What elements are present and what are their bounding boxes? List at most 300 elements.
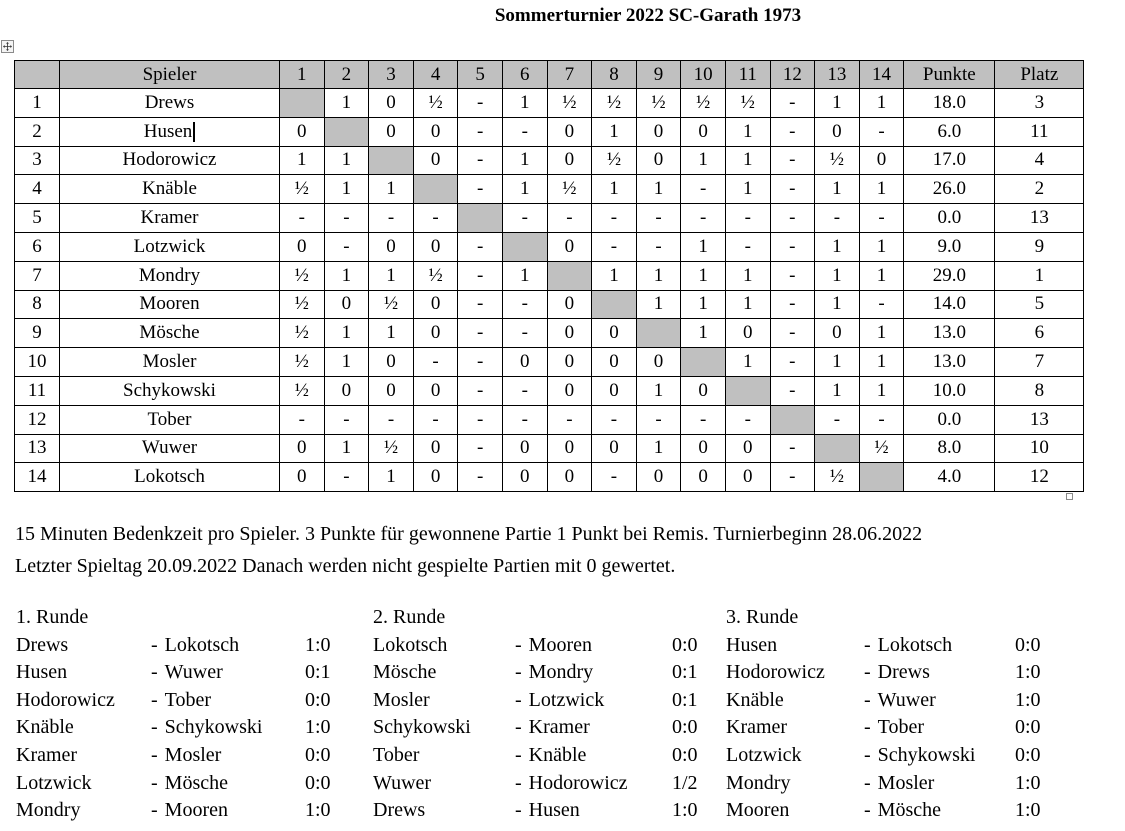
diagonal-cell[interactable] xyxy=(547,261,592,290)
points-cell[interactable]: 9.0 xyxy=(904,232,995,261)
result-cell[interactable]: ½ xyxy=(280,261,325,290)
pairing-row[interactable] xyxy=(726,770,1067,798)
result-cell[interactable]: 0 xyxy=(681,376,726,405)
row-number-cell[interactable]: 10 xyxy=(15,348,60,377)
pairing-row[interactable] xyxy=(373,797,724,825)
column-header-6[interactable]: 6 xyxy=(502,61,547,89)
result-cell[interactable]: - xyxy=(458,376,503,405)
points-cell[interactable]: 0.0 xyxy=(904,204,995,233)
result-cell[interactable]: 0 xyxy=(725,434,770,463)
result-cell[interactable]: - xyxy=(681,405,726,434)
result-cell[interactable]: 1 xyxy=(815,175,860,204)
result-cell[interactable]: 1 xyxy=(324,261,369,290)
result-cell[interactable]: 0 xyxy=(636,117,681,146)
result-cell[interactable]: - xyxy=(369,405,414,434)
result-cell[interactable]: 1 xyxy=(324,89,369,118)
place-cell[interactable]: 13 xyxy=(995,405,1084,434)
result-cell[interactable]: - xyxy=(592,204,637,233)
result-cell[interactable]: - xyxy=(458,117,503,146)
pairing-row[interactable] xyxy=(373,714,724,742)
column-header-2[interactable]: 2 xyxy=(324,61,369,89)
row-number-cell[interactable]: 6 xyxy=(15,232,60,261)
result-cell[interactable]: ½ xyxy=(592,89,637,118)
points-cell[interactable]: 0.0 xyxy=(904,405,995,434)
result-cell[interactable]: - xyxy=(859,117,904,146)
result-cell[interactable]: ½ xyxy=(413,89,458,118)
notes-line-2[interactable]: Letzter Spieltag 20.09.2022 Danach werden nicht gespielte Partien mit 0 gewertet. xyxy=(15,555,676,577)
place-cell[interactable]: 5 xyxy=(995,290,1084,319)
result-cell[interactable]: 0 xyxy=(636,348,681,377)
result-cell[interactable]: - xyxy=(725,204,770,233)
player-name-cell[interactable]: Knäble xyxy=(60,175,280,204)
column-header-Punkte[interactable]: Punkte xyxy=(904,61,995,89)
result-cell[interactable]: - xyxy=(725,232,770,261)
player-name-cell[interactable]: Kramer xyxy=(60,204,280,233)
result-cell[interactable]: 0 xyxy=(369,348,414,377)
result-cell[interactable]: 0 xyxy=(413,376,458,405)
result-cell[interactable]: 0 xyxy=(547,434,592,463)
row-number-cell[interactable]: 3 xyxy=(15,146,60,175)
result-cell[interactable]: ½ xyxy=(369,290,414,319)
result-cell[interactable]: - xyxy=(592,405,637,434)
result-cell[interactable]: 0 xyxy=(592,376,637,405)
row-number-cell[interactable]: 2 xyxy=(15,117,60,146)
result-cell[interactable]: - xyxy=(458,348,503,377)
result-cell[interactable]: 0 xyxy=(369,89,414,118)
result-cell[interactable]: 0 xyxy=(592,434,637,463)
result-cell[interactable]: ½ xyxy=(280,319,325,348)
result-cell[interactable]: - xyxy=(770,89,815,118)
place-cell[interactable]: 13 xyxy=(995,204,1084,233)
result-cell[interactable]: - xyxy=(770,232,815,261)
result-cell[interactable]: 1 xyxy=(280,146,325,175)
diagonal-cell[interactable] xyxy=(413,175,458,204)
result-cell[interactable]: 1 xyxy=(369,261,414,290)
result-cell[interactable]: 0 xyxy=(369,117,414,146)
result-cell[interactable]: - xyxy=(859,405,904,434)
result-cell[interactable]: 0 xyxy=(280,232,325,261)
place-cell[interactable]: 7 xyxy=(995,348,1084,377)
result-cell[interactable]: - xyxy=(502,117,547,146)
pairing-row[interactable] xyxy=(726,797,1067,825)
points-cell[interactable]: 14.0 xyxy=(904,290,995,319)
result-cell[interactable]: - xyxy=(413,204,458,233)
result-cell[interactable]: 1 xyxy=(725,290,770,319)
result-cell[interactable]: 0 xyxy=(413,146,458,175)
pairing-row[interactable] xyxy=(16,687,357,715)
player-name-cell[interactable]: Husen xyxy=(60,117,280,146)
column-header-4[interactable]: 4 xyxy=(413,61,458,89)
result-cell[interactable]: - xyxy=(725,405,770,434)
result-cell[interactable]: - xyxy=(770,146,815,175)
result-cell[interactable]: 1 xyxy=(636,290,681,319)
result-cell[interactable]: 1 xyxy=(636,376,681,405)
result-cell[interactable]: 1 xyxy=(502,175,547,204)
result-cell[interactable]: ½ xyxy=(280,290,325,319)
result-cell[interactable]: 0 xyxy=(280,117,325,146)
result-cell[interactable]: 0 xyxy=(547,348,592,377)
round-title[interactable]: 2. Runde xyxy=(373,606,446,628)
result-cell[interactable]: - xyxy=(681,204,726,233)
points-cell[interactable]: 13.0 xyxy=(904,319,995,348)
result-cell[interactable]: 1 xyxy=(369,175,414,204)
result-cell[interactable]: 0 xyxy=(280,463,325,492)
row-number-cell[interactable]: 11 xyxy=(15,376,60,405)
result-cell[interactable]: - xyxy=(636,204,681,233)
result-cell[interactable]: 0 xyxy=(725,463,770,492)
result-cell[interactable]: - xyxy=(280,204,325,233)
result-cell[interactable]: - xyxy=(502,376,547,405)
player-name-cell[interactable]: Tober xyxy=(60,405,280,434)
result-cell[interactable]: 1 xyxy=(592,261,637,290)
diagonal-cell[interactable] xyxy=(502,232,547,261)
result-cell[interactable]: - xyxy=(413,405,458,434)
result-cell[interactable]: 1 xyxy=(859,348,904,377)
player-name-cell[interactable]: Mosler xyxy=(60,348,280,377)
result-cell[interactable]: - xyxy=(547,405,592,434)
place-cell[interactable]: 10 xyxy=(995,434,1084,463)
result-cell[interactable]: 1 xyxy=(815,348,860,377)
result-cell[interactable]: 1 xyxy=(681,290,726,319)
place-cell[interactable]: 12 xyxy=(995,463,1084,492)
column-header-Platz[interactable]: Platz xyxy=(995,61,1084,89)
result-cell[interactable]: 1 xyxy=(859,89,904,118)
result-cell[interactable]: 1 xyxy=(636,434,681,463)
result-cell[interactable]: 1 xyxy=(324,348,369,377)
result-cell[interactable]: 0 xyxy=(502,348,547,377)
result-cell[interactable]: - xyxy=(502,204,547,233)
pairing-row[interactable] xyxy=(373,770,724,798)
result-cell[interactable]: 1 xyxy=(681,232,726,261)
points-cell[interactable]: 8.0 xyxy=(904,434,995,463)
result-cell[interactable]: - xyxy=(502,319,547,348)
result-cell[interactable]: - xyxy=(458,261,503,290)
result-cell[interactable]: ½ xyxy=(280,175,325,204)
result-cell[interactable]: 1 xyxy=(725,146,770,175)
pairing-row[interactable] xyxy=(726,632,1067,660)
result-cell[interactable]: 1 xyxy=(502,89,547,118)
place-cell[interactable]: 9 xyxy=(995,232,1084,261)
result-cell[interactable]: 0 xyxy=(547,376,592,405)
pairing-row[interactable] xyxy=(16,770,357,798)
points-cell[interactable]: 26.0 xyxy=(904,175,995,204)
result-cell[interactable]: 1 xyxy=(859,232,904,261)
result-cell[interactable]: 1 xyxy=(681,146,726,175)
notes-line-1[interactable]: 15 Minuten Bedenkzeit pro Spieler. 3 Punkte für gewonnene Partie 1 Punkt bei Remis. Turnierbeginn 28.06.2022 xyxy=(15,523,923,545)
result-cell[interactable]: 1 xyxy=(725,348,770,377)
row-number-cell[interactable]: 9 xyxy=(15,319,60,348)
place-cell[interactable]: 11 xyxy=(995,117,1084,146)
page-title[interactable]: Sommerturnier 2022 SC-Garath 1973 xyxy=(494,5,802,26)
result-cell[interactable]: ½ xyxy=(280,348,325,377)
result-cell[interactable]: 0 xyxy=(280,434,325,463)
row-number-cell[interactable]: 13 xyxy=(15,434,60,463)
result-cell[interactable]: 0 xyxy=(815,117,860,146)
pairing-row[interactable] xyxy=(16,632,357,660)
result-cell[interactable]: 0 xyxy=(547,117,592,146)
row-number-cell[interactable]: 5 xyxy=(15,204,60,233)
diagonal-cell[interactable] xyxy=(815,434,860,463)
result-cell[interactable]: 1 xyxy=(369,319,414,348)
result-cell[interactable]: 1 xyxy=(725,117,770,146)
result-cell[interactable]: - xyxy=(324,204,369,233)
points-cell[interactable]: 10.0 xyxy=(904,376,995,405)
player-name-cell[interactable]: Mösche xyxy=(60,319,280,348)
row-number-cell[interactable]: 12 xyxy=(15,405,60,434)
result-cell[interactable]: 0 xyxy=(725,319,770,348)
result-cell[interactable]: 0 xyxy=(324,376,369,405)
result-cell[interactable]: ½ xyxy=(859,434,904,463)
pairing-row[interactable] xyxy=(373,659,724,687)
diagonal-cell[interactable] xyxy=(280,89,325,118)
pairing-row[interactable] xyxy=(726,742,1067,770)
result-cell[interactable]: ½ xyxy=(592,146,637,175)
result-cell[interactable]: - xyxy=(770,463,815,492)
result-cell[interactable]: - xyxy=(592,463,637,492)
player-name-cell[interactable]: Wuwer xyxy=(60,434,280,463)
result-cell[interactable]: 0 xyxy=(592,348,637,377)
result-cell[interactable]: - xyxy=(324,463,369,492)
result-cell[interactable]: - xyxy=(458,175,503,204)
result-cell[interactable]: 0 xyxy=(369,232,414,261)
points-cell[interactable]: 4.0 xyxy=(904,463,995,492)
result-cell[interactable]: 0 xyxy=(547,463,592,492)
row-number-cell[interactable]: 7 xyxy=(15,261,60,290)
result-cell[interactable]: ½ xyxy=(547,175,592,204)
result-cell[interactable]: 1 xyxy=(815,376,860,405)
result-cell[interactable]: - xyxy=(458,405,503,434)
result-cell[interactable]: ½ xyxy=(815,463,860,492)
result-cell[interactable]: - xyxy=(859,290,904,319)
result-cell[interactable]: 1 xyxy=(369,463,414,492)
place-cell[interactable]: 8 xyxy=(995,376,1084,405)
result-cell[interactable]: 0 xyxy=(681,463,726,492)
pairing-row[interactable] xyxy=(16,797,357,825)
result-cell[interactable]: - xyxy=(458,146,503,175)
result-cell[interactable]: 1 xyxy=(859,261,904,290)
place-cell[interactable]: 2 xyxy=(995,175,1084,204)
result-cell[interactable]: 0 xyxy=(681,434,726,463)
result-cell[interactable]: 0 xyxy=(547,146,592,175)
result-cell[interactable]: ½ xyxy=(681,89,726,118)
points-cell[interactable]: 6.0 xyxy=(904,117,995,146)
table-move-handle[interactable] xyxy=(1,40,14,53)
column-header-blank[interactable] xyxy=(15,61,60,89)
result-cell[interactable]: - xyxy=(458,290,503,319)
pairing-row[interactable] xyxy=(373,632,724,660)
column-header-3[interactable]: 3 xyxy=(369,61,414,89)
diagonal-cell[interactable] xyxy=(681,348,726,377)
result-cell[interactable]: - xyxy=(458,434,503,463)
result-cell[interactable]: 0 xyxy=(413,319,458,348)
result-cell[interactable]: - xyxy=(324,232,369,261)
column-header-7[interactable]: 7 xyxy=(547,61,592,89)
result-cell[interactable]: 0 xyxy=(592,319,637,348)
round-title[interactable]: 1. Runde xyxy=(16,606,89,628)
diagonal-cell[interactable] xyxy=(458,204,503,233)
result-cell[interactable]: 0 xyxy=(681,117,726,146)
result-cell[interactable]: 1 xyxy=(592,117,637,146)
result-cell[interactable]: 1 xyxy=(859,175,904,204)
diagonal-cell[interactable] xyxy=(592,290,637,319)
result-cell[interactable]: 1 xyxy=(815,290,860,319)
result-cell[interactable]: - xyxy=(815,405,860,434)
pairing-row[interactable] xyxy=(16,714,357,742)
result-cell[interactable]: ½ xyxy=(636,89,681,118)
column-header-9[interactable]: 9 xyxy=(636,61,681,89)
result-cell[interactable]: - xyxy=(502,290,547,319)
result-cell[interactable]: ½ xyxy=(725,89,770,118)
result-cell[interactable]: - xyxy=(324,405,369,434)
points-cell[interactable]: 29.0 xyxy=(904,261,995,290)
player-name-cell[interactable]: Drews xyxy=(60,89,280,118)
result-cell[interactable]: 1 xyxy=(725,261,770,290)
column-header-10[interactable]: 10 xyxy=(681,61,726,89)
result-cell[interactable]: 1 xyxy=(592,175,637,204)
result-cell[interactable]: - xyxy=(770,434,815,463)
result-cell[interactable]: 1 xyxy=(636,261,681,290)
result-cell[interactable]: - xyxy=(369,204,414,233)
points-cell[interactable]: 13.0 xyxy=(904,348,995,377)
result-cell[interactable]: 0 xyxy=(502,434,547,463)
column-header-13[interactable]: 13 xyxy=(815,61,860,89)
result-cell[interactable]: 1 xyxy=(502,261,547,290)
diagonal-cell[interactable] xyxy=(725,376,770,405)
result-cell[interactable]: 0 xyxy=(636,463,681,492)
result-cell[interactable]: 1 xyxy=(815,89,860,118)
column-header-11[interactable]: 11 xyxy=(725,61,770,89)
result-cell[interactable]: - xyxy=(592,232,637,261)
result-cell[interactable]: 0 xyxy=(324,290,369,319)
result-cell[interactable]: 1 xyxy=(324,146,369,175)
result-cell[interactable]: - xyxy=(815,204,860,233)
result-cell[interactable]: - xyxy=(770,204,815,233)
pairing-row[interactable] xyxy=(16,659,357,687)
result-cell[interactable]: 1 xyxy=(815,261,860,290)
result-cell[interactable]: - xyxy=(770,117,815,146)
result-cell[interactable]: 1 xyxy=(859,319,904,348)
result-cell[interactable]: 0 xyxy=(547,319,592,348)
player-name-cell[interactable]: Lotzwick xyxy=(60,232,280,261)
result-cell[interactable]: ½ xyxy=(280,376,325,405)
result-cell[interactable]: 0 xyxy=(413,117,458,146)
result-cell[interactable]: 0 xyxy=(413,463,458,492)
table-resize-handle[interactable] xyxy=(1066,493,1073,500)
result-cell[interactable]: - xyxy=(413,348,458,377)
result-cell[interactable]: 0 xyxy=(502,463,547,492)
result-cell[interactable]: 1 xyxy=(324,175,369,204)
result-cell[interactable]: - xyxy=(770,348,815,377)
player-name-cell[interactable]: Schykowski xyxy=(60,376,280,405)
result-cell[interactable]: 1 xyxy=(859,376,904,405)
pairing-row[interactable] xyxy=(726,687,1067,715)
result-cell[interactable]: - xyxy=(636,405,681,434)
result-cell[interactable]: - xyxy=(458,463,503,492)
result-cell[interactable]: ½ xyxy=(547,89,592,118)
row-number-cell[interactable]: 4 xyxy=(15,175,60,204)
column-header-8[interactable]: 8 xyxy=(592,61,637,89)
result-cell[interactable]: 0 xyxy=(413,434,458,463)
result-cell[interactable]: 1 xyxy=(324,319,369,348)
result-cell[interactable]: 0 xyxy=(413,232,458,261)
result-cell[interactable]: - xyxy=(770,175,815,204)
row-number-cell[interactable]: 14 xyxy=(15,463,60,492)
result-cell[interactable]: - xyxy=(636,232,681,261)
result-cell[interactable]: - xyxy=(458,319,503,348)
player-name-cell[interactable]: Mooren xyxy=(60,290,280,319)
diagonal-cell[interactable] xyxy=(859,463,904,492)
player-name-cell[interactable]: Hodorowicz xyxy=(60,146,280,175)
result-cell[interactable]: - xyxy=(770,376,815,405)
result-cell[interactable]: 0 xyxy=(636,146,681,175)
column-header-Spieler[interactable]: Spieler xyxy=(60,61,280,89)
result-cell[interactable]: - xyxy=(770,319,815,348)
pairing-row[interactable] xyxy=(16,742,357,770)
result-cell[interactable]: ½ xyxy=(369,434,414,463)
result-cell[interactable]: - xyxy=(859,204,904,233)
result-cell[interactable]: - xyxy=(681,175,726,204)
result-cell[interactable]: - xyxy=(458,232,503,261)
result-cell[interactable]: 0 xyxy=(859,146,904,175)
place-cell[interactable]: 6 xyxy=(995,319,1084,348)
result-cell[interactable]: - xyxy=(280,405,325,434)
result-cell[interactable]: 1 xyxy=(636,175,681,204)
result-cell[interactable]: 0 xyxy=(815,319,860,348)
result-cell[interactable]: - xyxy=(502,405,547,434)
diagonal-cell[interactable] xyxy=(324,117,369,146)
result-cell[interactable]: 1 xyxy=(725,175,770,204)
round-title[interactable]: 3. Runde xyxy=(726,606,799,628)
result-cell[interactable]: - xyxy=(770,290,815,319)
row-number-cell[interactable]: 1 xyxy=(15,89,60,118)
pairing-row[interactable] xyxy=(373,687,724,715)
player-name-cell[interactable]: Lokotsch xyxy=(60,463,280,492)
result-cell[interactable]: - xyxy=(458,89,503,118)
place-cell[interactable]: 3 xyxy=(995,89,1084,118)
result-cell[interactable]: ½ xyxy=(413,261,458,290)
result-cell[interactable]: 0 xyxy=(547,232,592,261)
result-cell[interactable]: - xyxy=(547,204,592,233)
points-cell[interactable]: 17.0 xyxy=(904,146,995,175)
diagonal-cell[interactable] xyxy=(636,319,681,348)
result-cell[interactable]: 0 xyxy=(547,290,592,319)
column-header-14[interactable]: 14 xyxy=(859,61,904,89)
place-cell[interactable]: 1 xyxy=(995,261,1084,290)
pairing-row[interactable] xyxy=(726,714,1067,742)
result-cell[interactable]: 1 xyxy=(815,232,860,261)
column-header-1[interactable]: 1 xyxy=(280,61,325,89)
result-cell[interactable]: 1 xyxy=(681,261,726,290)
row-number-cell[interactable]: 8 xyxy=(15,290,60,319)
pairing-row[interactable] xyxy=(373,742,724,770)
diagonal-cell[interactable] xyxy=(770,405,815,434)
pairing-row[interactable] xyxy=(726,659,1067,687)
black-player-name: Husen xyxy=(528,799,580,822)
result-cell[interactable]: 0 xyxy=(369,376,414,405)
result-cell[interactable]: - xyxy=(770,261,815,290)
result-cell[interactable]: 1 xyxy=(681,319,726,348)
result-cell[interactable]: ½ xyxy=(815,146,860,175)
column-header-12[interactable]: 12 xyxy=(770,61,815,89)
player-name-cell[interactable]: Mondry xyxy=(60,261,280,290)
result-cell[interactable]: 0 xyxy=(413,290,458,319)
place-cell[interactable]: 4 xyxy=(995,146,1084,175)
column-header-5[interactable]: 5 xyxy=(458,61,503,89)
points-cell[interactable]: 18.0 xyxy=(904,89,995,118)
result-cell[interactable]: 1 xyxy=(502,146,547,175)
diagonal-cell[interactable] xyxy=(369,146,414,175)
result-cell[interactable]: 1 xyxy=(324,434,369,463)
